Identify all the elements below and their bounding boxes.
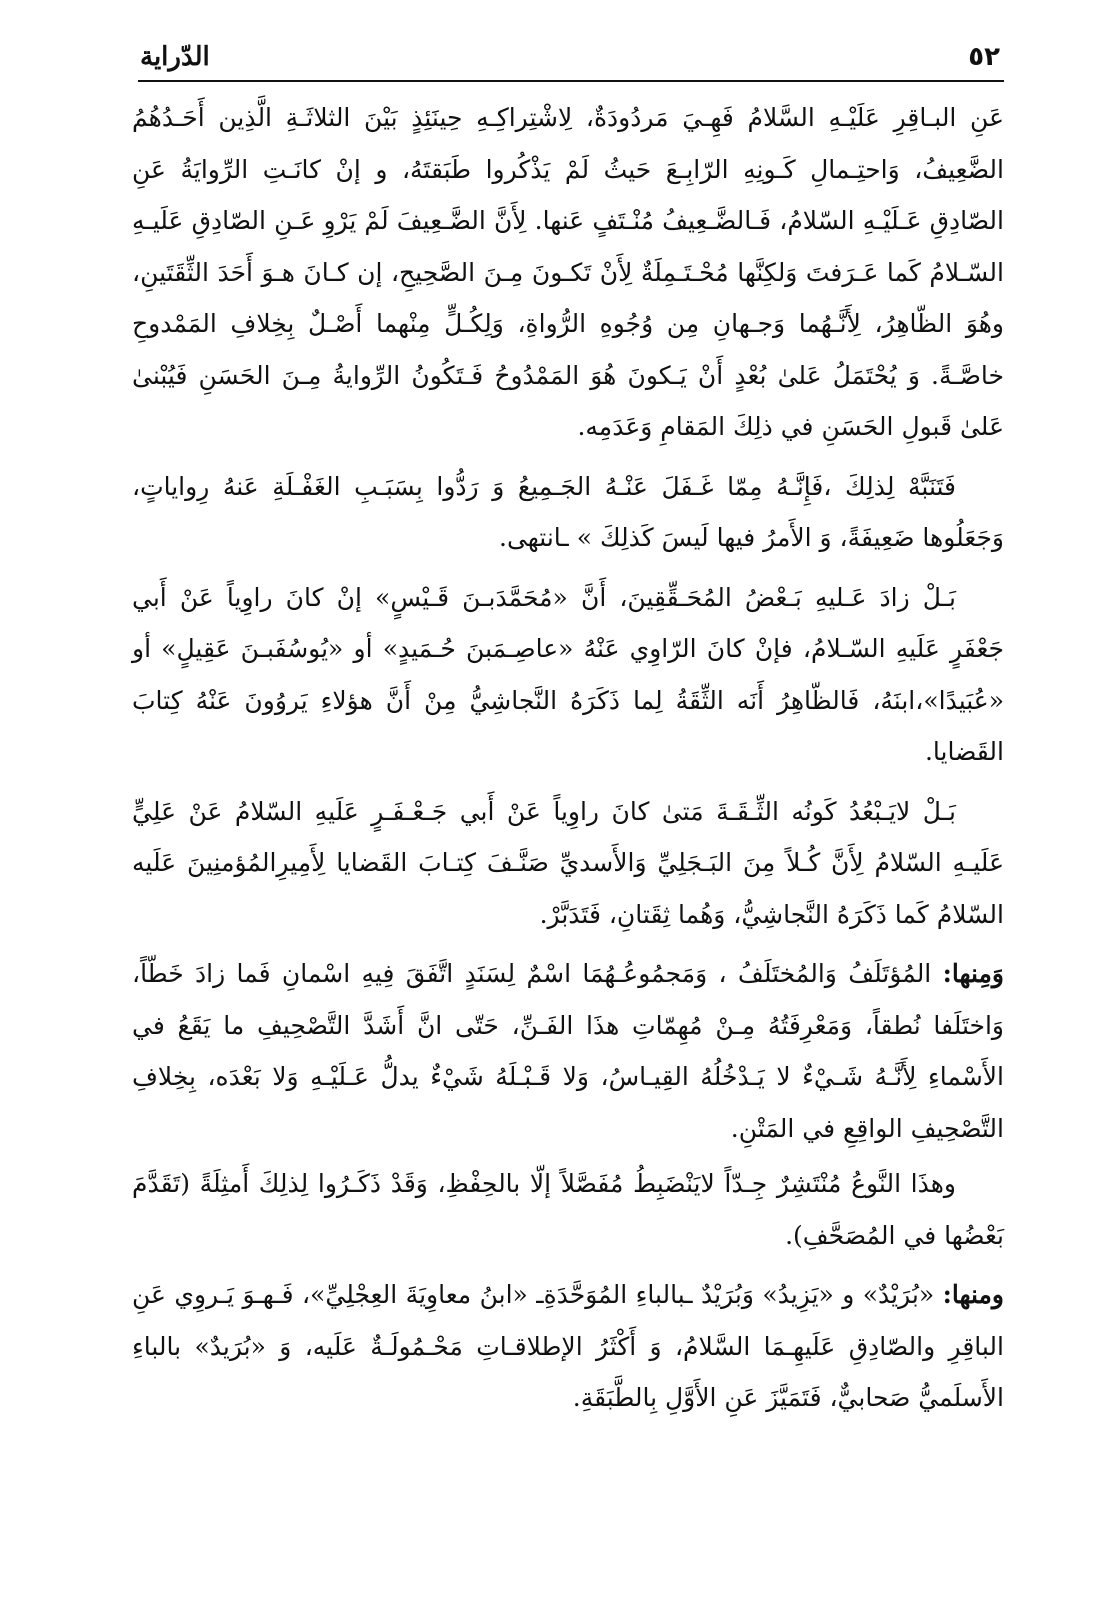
- body-text: [132, 92, 1004, 1432]
- paragraph-lead: وَمِنها:: [942, 959, 1004, 988]
- paragraph-3: [132, 572, 1004, 778]
- paragraph-text: المُؤتَلَفُ وَالمُختَلَفُ ، وَمَجمُوعُـهُمَا اسْمٌ لِسَنَدٍ اتَّفَقَ فِيهِ اسْمانِ فَما زادَ خَطّاً، وَاختَلَفا نُطقاً، وَمَعْرِفَتُهُ مِـنْ مُهِمّاتِ هذَا الفَـنِّ، حَتّى انَّ أَشَدَّ التَّصْحِيفِ ما يَقَعُ في الأَسْماءِ لِأَنَّـهُ شَـيْءٌ لا يَـدْخُلُهُ القِيـاسُ، وَلا قَـبْـلَهُ شَيْءٌ يدلُّ عَـلَيْـهِ وَلا بَعْدَه، بِخِلافِ التَّصْحِيفِ الواقِعِ في المَتْنِ.: [132, 959, 1004, 1143]
- paragraph-1: [132, 92, 1004, 453]
- paragraph-text: فَتَنَبَّهْ لِذلِكَ ،فَإِنَّـهُ مِمّا غَـفَلَ عَنْـهُ الجَـمِيعُ وَ رَدُّوا بِسَبَـبِ الغَفْـلَةِ عَنهُ رِواياتٍ، وَجَعَلُوها ضَعِيفَةً، وَ الأَمرُ فيها لَيسَ كَذلِكَ » ـانتهى.: [132, 471, 1004, 552]
- paragraph-4: [132, 786, 1004, 941]
- running-title: الدّراية: [140, 42, 210, 72]
- paragraph-text: بَـلْ لايَـبْعُدُ كَونُه الثِّـقَـةَ مَتىٰ كانَ راوِياً عَنْ أَبي جَـعْـفَـرٍ عَلَيهِ السّلامُ عَنْ عَلِيٍّ عَلَيـهِ السّلامُ لِأَنَّ كُـلاً مِنَ البَـجَلِيِّ وَالأَسديِّ صَنَّـفَ كِتـابَ القَضايا لِأَمِيرِالمُؤمنِينَ عَلَيه السّلامُ كَما ذَكَرَهُ النَّجاشِيُّ، وَهُما ثِقَتانِ، فَتَدَبَّرْ.: [132, 796, 1004, 929]
- paragraph-text: وهذَا النَّوعُ مُنْتَشِرٌ جِـدّاً لايَنْضَبِطُ مُفَصَّلاً إلّا بالحِفْظِ، وَقَدْ ذَكَـرُوا لِذلِكَ أَمثِلَةً (تَقَدَّمَ بَعْضُها في المُصَحَّفِ).: [132, 1169, 1004, 1250]
- paragraph-7: [132, 1269, 1004, 1424]
- page-number: ٥٢: [968, 42, 1000, 72]
- paragraph-lead: ومنها:: [942, 1280, 1004, 1309]
- paragraph-2: [132, 461, 1004, 564]
- paragraph-5: [132, 948, 1004, 1154]
- header-rule: [138, 80, 1004, 82]
- paragraph-text: بَـلْ زادَ عَـليهِ بَـعْضُ المُحَـقِّقِينَ، أَنَّ «مُحَمَّدَبـنَ قَـيْسٍ» إنْ كانَ راوِياً عَنْ أَبي جَعْفَرٍ عَلَيهِ السّـلامُ، فإنْ كانَ الرّاوِي عَنْهُ «عاصِـمَبنَ حُـمَيدٍ» أو «يُوسُفَبـنَ عَقِيلٍ» أو «عُبَيدًا»،ابنَهُ، فَالظّاهِرُ أَنَه الثِّقَةُ لِما ذَكَرَهُ النَّجاشِيُّ مِنْ أَنَّ هؤلاءِ يَروُونَ عَنْهُ كِتابَ القَضايا.: [132, 582, 1004, 766]
- paragraph-text: «بُرَيْدٌ» و «يَزِيدُ» وَبُرَيْدٌ ـبالباءِ المُوَحَّدَةِـ «ابنُ معاوِيَةَ العِجْلِيِّ»، فَـهـوَ يَـروِي عَنِ الباقِرِ والصّادِقِ عَلَيهِـمَا السَّلامُ، وَ أَكْثَرُ الإطلاقـاتِ مَحْـمُولَـةٌ عَلَيه، وَ «بُرَيدٌ» بالباءِ الأَسلَميُّ صَحابيٌّ، فَتَمَيَّزَ عَنِ الأَوَّلِ بِالطَّبَقَةِ.: [132, 1280, 1004, 1412]
- page-header: [140, 40, 1000, 82]
- paragraph-6: [132, 1158, 1004, 1261]
- paragraph-text: عَنِ البـاقِرِ عَلَيْـهِ السَّلامُ فَهِـيَ مَردُودَةٌ، لِاشْتِراكِـهِ حِينَئِذٍ بَيْنَ الثلاثَـةِ الَّذِين أَحَـدُهُمُ الضَّعِيفُ، وَاحتِـمالِ كَـونِهِ الرّابِـعَ حَيثُ لَمْ يَذْكُروا طَبَقتَهُ، و إنْ كانَـتِ الرِّوايَةُ عَنِ الصّادِقِ عَـلَيْـهِ السّلامُ، فَـالضَّـعِيفُ مُنْـتَفٍ عَنها. لِأَنَّ الضَّـعِيفَ لَمْ يَرْوِ عَـنِ الصّادِقِ عَلَيـهِ السّـلامُ كَما عَـرَفتَ وَلكِنَّها مُحْـتَـمِلَةٌ لِأَنْ تَكـونَ مِـنَ الصَّحِيحِ، إن كـانَ هـوَ أَحَدَ الثِّقَتَينِ، وهُوَ الظّاهِرُ، لِأَنَّـهُما وَجـهانِ مِن وُجُوهِ الرُّواةِ، وَلِكُـلٍّ مِنْهما أَصْـلٌ بِخِلافِ المَمْدوحِ خاصَّـةً. وَ يُحْتَمَلُ عَلىٰ بُعْدٍ أَنْ يَـكونَ هُوَ المَمْدُوحُ فَـتَكُونُ الرِّوايةُ مِـنَ الحَسَنِ فَيُبْنىٰ عَلىٰ قَبولِ الحَسَنِ في ذلِكَ المَقامِ وَعَدَمِه.: [132, 103, 1004, 441]
